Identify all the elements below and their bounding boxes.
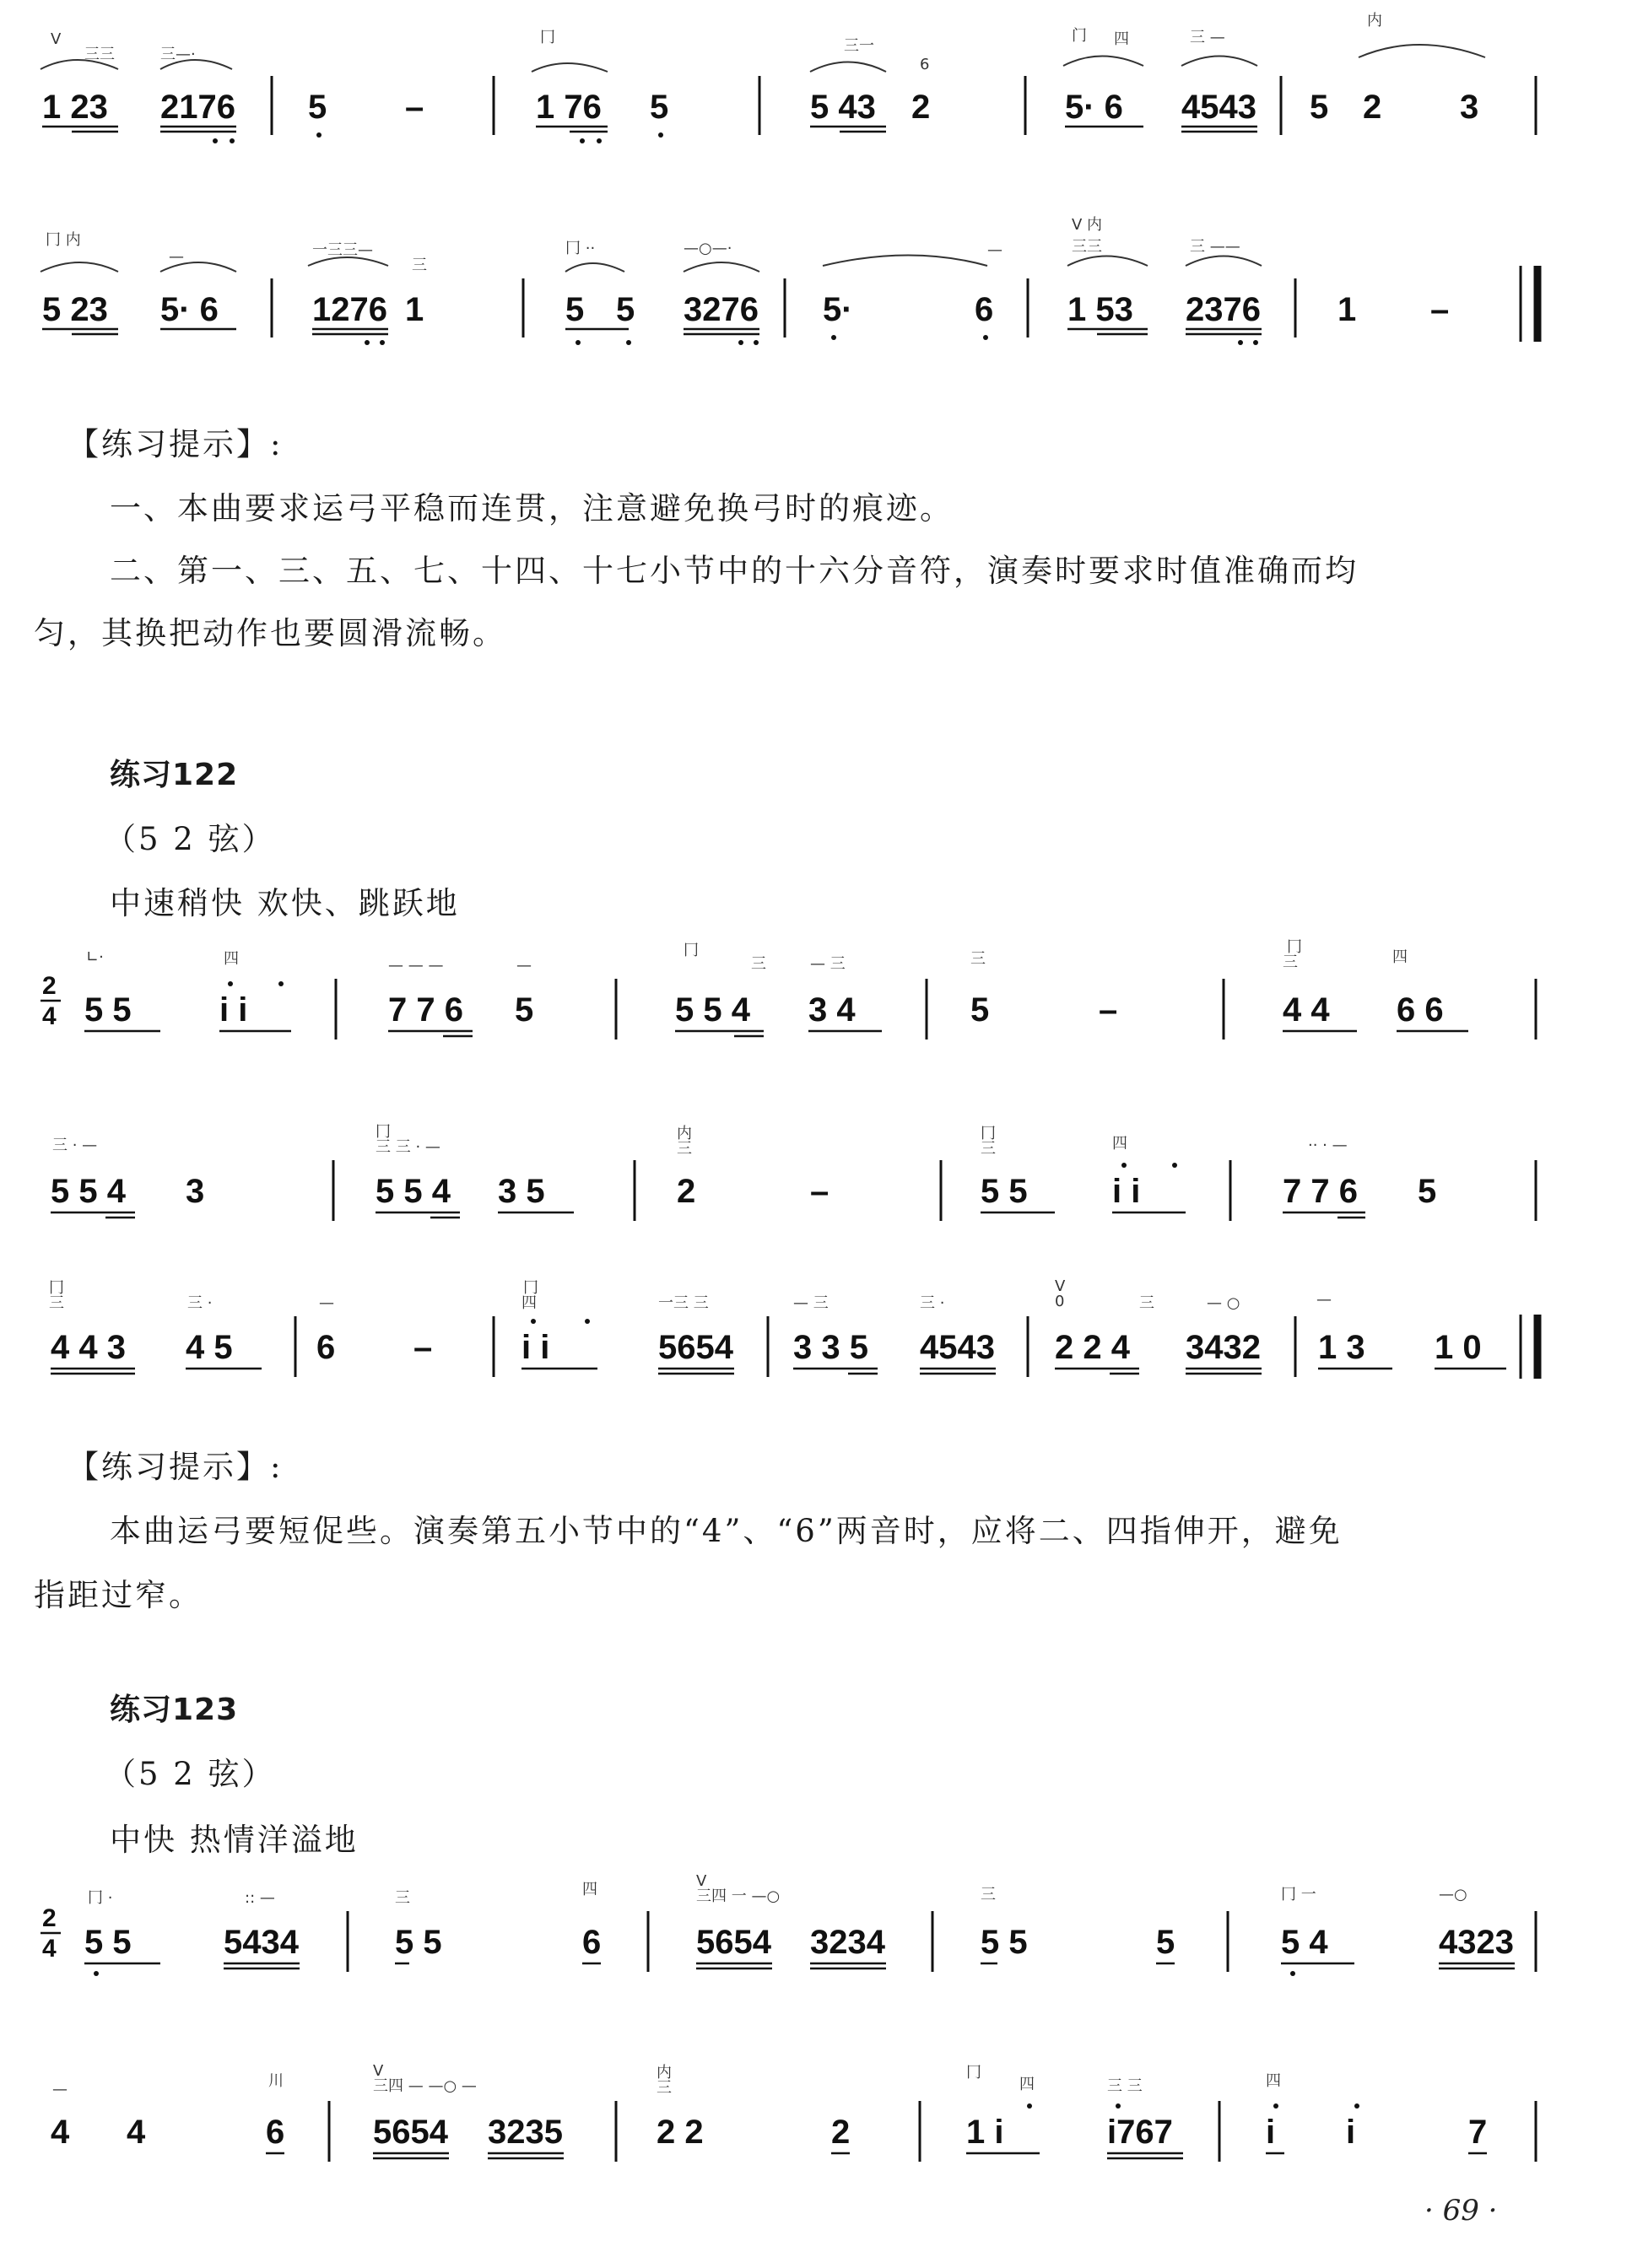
- bowing-mark: 内: [657, 2064, 672, 2082]
- notation-line-7: [34, 2059, 1553, 2185]
- note-group: 1 3: [1318, 1329, 1365, 1366]
- bowing-mark: 一三 三: [658, 1294, 709, 1312]
- bowing-mark: 冂: [540, 29, 555, 46]
- bowing-mark: 三: [981, 1140, 996, 1158]
- octave-dot: [531, 1319, 536, 1324]
- octave-dot: [94, 1971, 99, 1976]
- notation-line-3: [34, 937, 1553, 1063]
- bowing-mark: 三: [981, 1886, 996, 1904]
- note-group: 2: [677, 1173, 696, 1210]
- octave-dot: [658, 132, 663, 138]
- note-group: i: [1346, 2114, 1356, 2151]
- bowing-mark: 三 ·: [187, 1294, 213, 1312]
- bowing-mark: V: [696, 1872, 707, 1890]
- note-group: 5 5: [84, 991, 132, 1029]
- note-group: i: [1266, 2114, 1276, 2151]
- note-group: 5: [308, 89, 327, 126]
- bowing-mark: 四: [1112, 1135, 1127, 1153]
- note-group: 5434: [224, 1924, 299, 1961]
- note-group: 2 2: [657, 2114, 704, 2151]
- note-group: –: [810, 1173, 830, 1210]
- bowing-mark: 三—·: [160, 46, 196, 63]
- slur-arc: [1067, 256, 1148, 267]
- bowing-mark: 门: [1072, 27, 1087, 45]
- notation-line-4-svg: [34, 1118, 1553, 1245]
- bowing-mark: —○—·: [684, 240, 732, 257]
- octave-dot: [1253, 340, 1258, 345]
- note-group: 2: [1363, 89, 1382, 126]
- octave-dot: [580, 138, 585, 143]
- slur-arc: [684, 262, 759, 272]
- bowing-mark: 四: [521, 1294, 537, 1312]
- bowing-mark: —: [1316, 1291, 1332, 1309]
- note-group: 5 23: [42, 291, 108, 328]
- note-group: –: [1099, 991, 1118, 1029]
- note-group: i i: [219, 991, 248, 1029]
- octave-dot: [754, 340, 759, 345]
- bowing-mark: 内: [677, 1125, 692, 1142]
- bowing-mark: 三 —: [1190, 29, 1225, 46]
- bowing-mark: 冂: [1287, 938, 1302, 956]
- bowing-mark: —: [169, 248, 184, 266]
- bowing-mark: — 三: [793, 1294, 829, 1312]
- octave-dot: [213, 138, 218, 143]
- bow-marks: [88, 1872, 1467, 1907]
- notation-line-2: [34, 216, 1553, 346]
- note-group: 1 0: [1435, 1329, 1482, 1366]
- note-group: 5 5: [981, 1173, 1028, 1210]
- octave-dot: [1116, 2103, 1121, 2109]
- octave-dot: [1238, 340, 1243, 345]
- tips-1-line-2: 二、第一、三、五、七、十四、十七小节中的十六分音符，演奏时要求时值准确而均: [110, 553, 1359, 589]
- note-group: 3 4: [808, 991, 856, 1029]
- octave-dot: [983, 335, 988, 340]
- tips-2-line-2: 指距过窄。: [34, 1577, 203, 1613]
- note-group: 5: [1418, 1173, 1437, 1210]
- note-group: 5 4: [1281, 1924, 1328, 1961]
- note-group: 1 23: [42, 89, 108, 126]
- note-group: 5 5: [84, 1924, 132, 1961]
- note-group: 5: [515, 991, 534, 1029]
- slur-arc: [565, 263, 624, 272]
- note-group: 5 5: [395, 1924, 442, 1961]
- note-group: 3: [1460, 89, 1479, 126]
- time-signature-bottom: 4: [42, 1935, 57, 1963]
- note-group: 3432: [1186, 1329, 1261, 1366]
- bowing-mark: 四: [582, 1881, 597, 1898]
- note-group: 5: [970, 991, 990, 1029]
- bow-marks: [86, 938, 1408, 975]
- octave-dot: [1121, 1163, 1127, 1168]
- bowing-mark: 川: [268, 2072, 284, 2090]
- note-group: 5654: [696, 1924, 771, 1961]
- note-group: 5: [1310, 89, 1329, 126]
- exercise-122-tuning: （5 2 弦）: [105, 821, 276, 857]
- note-group: 7: [1468, 2114, 1488, 2151]
- bowing-mark: 冂 ··: [565, 240, 596, 257]
- note-group: 1 53: [1067, 291, 1133, 328]
- bowing-mark: 四: [1266, 2072, 1281, 2090]
- slur-arc: [1181, 57, 1257, 67]
- octave-dot: [1172, 1163, 1177, 1168]
- bowing-mark: 冂: [376, 1123, 391, 1141]
- slur-arc: [823, 256, 987, 267]
- bowing-mark: ·· · —: [1308, 1137, 1348, 1154]
- octave-dot: [1290, 1971, 1295, 1976]
- note-group: 4323: [1439, 1924, 1514, 1961]
- notation-line-5: [34, 1274, 1553, 1401]
- tips-1-line-1: 一、本曲要求运弓平稳而连贯，注意避免换弓时的痕迹。: [110, 490, 954, 526]
- note-group: 3 3 5: [793, 1329, 868, 1366]
- bowing-mark: —: [987, 241, 1002, 259]
- bowing-mark: 三三: [84, 46, 115, 63]
- slur-arc: [41, 262, 118, 272]
- note-group: 5: [616, 291, 635, 328]
- note-group: 5·: [823, 291, 853, 328]
- notation-line-4: [34, 1118, 1553, 1245]
- bowing-mark: V: [1055, 1277, 1066, 1295]
- octave-dot: [230, 138, 235, 143]
- bowing-mark: :: —: [245, 1889, 275, 1907]
- bowing-mark: 三四 一 —○: [696, 1887, 781, 1905]
- bowing-mark: 6: [920, 56, 930, 73]
- notation-line-1-svg: [34, 12, 1553, 152]
- bow-marks: [49, 1277, 1332, 1312]
- exercise-122-title: 练习122: [110, 758, 239, 792]
- octave-dot: [1354, 2103, 1359, 2109]
- bowing-mark: 冂 ·: [88, 1889, 113, 1907]
- note-group: 5654: [658, 1329, 733, 1366]
- bowing-mark: 三: [49, 1294, 64, 1312]
- slur-arc: [1063, 57, 1143, 67]
- bowing-mark: 三: [1283, 953, 1298, 971]
- notation-line-6: [34, 1869, 1553, 1995]
- bow-marks: [51, 12, 1382, 73]
- slur-arc: [1359, 45, 1485, 57]
- note-group: 4543: [920, 1329, 995, 1366]
- notation-line-2-svg: [34, 216, 1553, 346]
- note-group: 7 7 6: [1283, 1173, 1358, 1210]
- note-group: 3 5: [498, 1173, 545, 1210]
- page-number: · 69 ·: [1424, 2194, 1498, 2228]
- note-group: 6 6: [1397, 991, 1444, 1029]
- note-group: 4 4 3: [51, 1329, 126, 1366]
- tips-2-title: 【练习提示】:: [68, 1449, 284, 1485]
- bowing-mark: V: [51, 30, 62, 48]
- notation-line-7-svg: [34, 2059, 1553, 2185]
- bowing-mark: 三: [412, 256, 427, 274]
- bowing-mark: 冂 一: [1281, 1886, 1316, 1904]
- note-group: 3235: [488, 2114, 563, 2151]
- octave-dot: [380, 340, 385, 345]
- bowing-mark: —○: [1439, 1886, 1467, 1904]
- bowing-mark: ∟·: [86, 948, 104, 966]
- note-group: –: [405, 89, 424, 126]
- exercise-123-tuning: （5 2 弦）: [105, 1756, 276, 1792]
- bowing-mark: 三: [677, 1140, 692, 1158]
- note-group: 6: [582, 1924, 602, 1961]
- bow-marks: [52, 2062, 1281, 2098]
- bowing-mark: 三一: [844, 37, 874, 55]
- bowing-mark: 冂: [684, 942, 699, 959]
- bowing-mark: 四: [224, 950, 239, 968]
- bowing-mark: 冂: [523, 1279, 538, 1297]
- notation-line-6-svg: [34, 1869, 1553, 1995]
- note-group: 4543: [1181, 89, 1256, 126]
- bowing-mark: 冂: [49, 1279, 64, 1297]
- octave-dot: [738, 340, 743, 345]
- bowing-mark: 四: [1019, 2076, 1035, 2093]
- note-group: 7 7 6: [388, 991, 463, 1029]
- bowing-mark: 三 ——: [1190, 238, 1240, 256]
- time-signature-top: 2: [42, 1904, 57, 1932]
- note-group: 3276: [684, 291, 759, 328]
- bowing-mark: 三 · —: [52, 1137, 98, 1154]
- bowing-mark: 冂 内: [46, 231, 81, 249]
- octave-dot: [576, 340, 581, 345]
- octave-dot: [365, 340, 370, 345]
- note-group: –: [413, 1329, 433, 1366]
- note-group: 5 5 4: [51, 1173, 126, 1210]
- bowing-mark: V 内: [1072, 216, 1103, 234]
- note-group: 6: [266, 2114, 285, 2151]
- tips-1-line-3: 匀，其换把动作也要圆滑流畅。: [34, 615, 506, 651]
- note-group: 5: [650, 89, 669, 126]
- note-group: 3234: [810, 1924, 885, 1961]
- bowing-mark: V: [373, 2062, 384, 2080]
- note-group: 4: [127, 2114, 146, 2151]
- time-signature-bottom: 4: [42, 1002, 57, 1030]
- bowing-mark: 0: [1055, 1293, 1065, 1310]
- octave-dot: [597, 138, 602, 143]
- octave-dot: [585, 1319, 590, 1324]
- bowing-mark: 三: [395, 1889, 410, 1907]
- note-group: –: [1430, 291, 1450, 328]
- octave-dot: [228, 981, 233, 986]
- note-group: 1276: [312, 291, 387, 328]
- note-group: 4 5: [186, 1329, 233, 1366]
- note-group: 1 76: [536, 89, 602, 126]
- bowing-mark: 冂: [966, 2064, 981, 2082]
- exercise-123-tempo: 中快 热情洋溢地: [110, 1822, 359, 1858]
- bowing-mark: 三三: [1072, 238, 1102, 256]
- note-group: 5654: [373, 2114, 448, 2151]
- note-group: i i: [1112, 1173, 1141, 1210]
- bowing-mark: —: [52, 2081, 68, 2098]
- tips-1-title: 【练习提示】:: [68, 426, 284, 462]
- bowing-mark: 内: [1367, 12, 1382, 30]
- bowing-mark: 三: [1139, 1294, 1154, 1312]
- bow-marks: [46, 216, 1240, 274]
- bowing-mark: 三四 — —○ —: [373, 2077, 477, 2095]
- bowing-mark: — — —: [388, 957, 444, 975]
- bowing-mark: 三 三: [1107, 2077, 1143, 2095]
- bowing-mark: 一三三—: [312, 241, 373, 259]
- notation-line-1: [34, 12, 1553, 152]
- bowing-mark: 三: [970, 950, 986, 968]
- note-group: 5 5 4: [376, 1173, 451, 1210]
- exercise-122-tempo: 中速稍快 欢快、跳跃地: [110, 885, 460, 921]
- note-group: 6: [975, 291, 994, 328]
- slur-arc: [532, 63, 608, 72]
- note-group: 2: [831, 2114, 851, 2151]
- note-group: 3: [186, 1173, 205, 1210]
- bowing-mark: 三 三 · —: [376, 1138, 440, 1156]
- bowing-mark: —: [516, 957, 532, 975]
- octave-dot: [1273, 2103, 1278, 2109]
- note-group: i767: [1107, 2114, 1173, 2151]
- note-group: 2: [911, 89, 931, 126]
- octave-dot: [278, 981, 284, 986]
- note-group: 4: [51, 2114, 70, 2151]
- time-signature-top: 2: [42, 972, 57, 1000]
- slur-arc: [1186, 256, 1262, 267]
- bowing-mark: —: [319, 1294, 334, 1312]
- note-group: 5: [1156, 1924, 1175, 1961]
- bowing-mark: 三 ·: [920, 1294, 945, 1312]
- note-group: 1: [1337, 291, 1357, 328]
- notation-line-5-svg: [34, 1274, 1553, 1401]
- note-group: i i: [521, 1329, 550, 1366]
- tips-2-line-1: 本曲运弓要短促些。演奏第五小节中的“4”、“6”两音时，应将二、四指伸开，避免: [110, 1513, 1343, 1549]
- exercise-123-title: 练习123: [110, 1693, 239, 1727]
- bowing-mark: 四: [1392, 948, 1408, 966]
- octave-dot: [626, 340, 631, 345]
- note-group: 2376: [1186, 291, 1261, 328]
- note-group: 5 5: [981, 1924, 1028, 1961]
- note-group: 1: [405, 291, 424, 328]
- octave-dot: [1027, 2103, 1032, 2109]
- note-group: 1 i: [966, 2114, 1004, 2151]
- bowing-mark: 四: [1114, 30, 1129, 48]
- bowing-mark: — ○: [1207, 1294, 1240, 1312]
- note-group: 5· 6: [160, 291, 219, 328]
- note-group: 2 2 4: [1055, 1329, 1130, 1366]
- bowing-mark: 三: [657, 2079, 672, 2097]
- note-group: 6: [316, 1329, 336, 1366]
- bow-marks: [52, 1123, 1348, 1158]
- slur-arc: [810, 62, 886, 73]
- octave-dot: [831, 335, 836, 340]
- note-group: 5: [565, 291, 585, 328]
- notation-line-3-svg: [34, 937, 1553, 1063]
- note-group: 5· 6: [1065, 89, 1123, 126]
- bowing-mark: 冂: [981, 1125, 996, 1142]
- bowing-mark: 三: [751, 955, 766, 973]
- note-group: 5 5 4: [675, 991, 750, 1029]
- note-group: 2176: [160, 89, 235, 126]
- note-group: 4 4: [1283, 991, 1330, 1029]
- bowing-mark: — 三: [810, 955, 846, 973]
- note-group: 5 43: [810, 89, 876, 126]
- octave-dot: [316, 132, 322, 138]
